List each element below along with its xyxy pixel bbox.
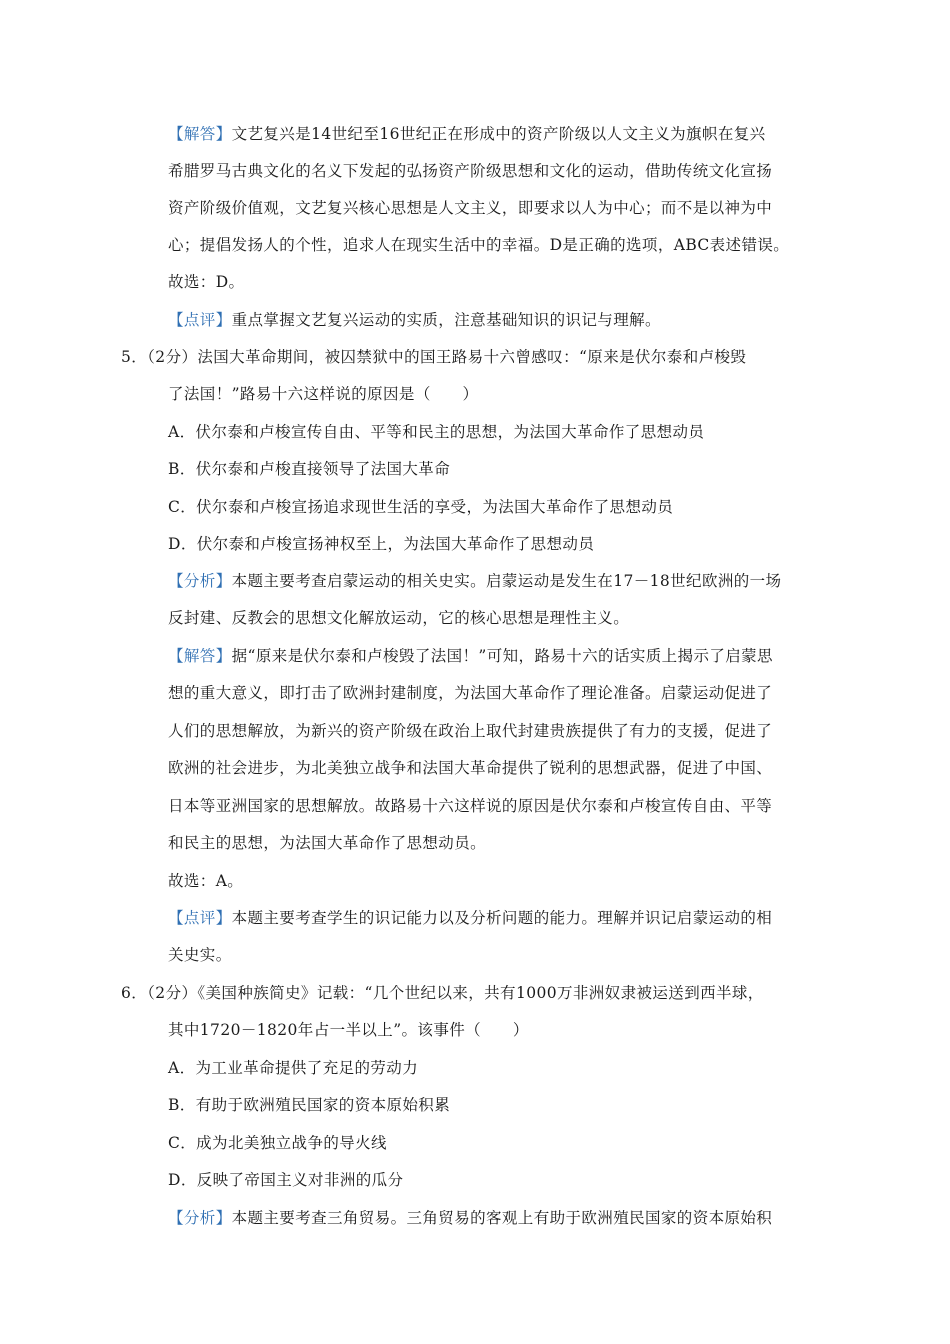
q5-option-a: A．伏尔泰和卢梭宣传自由、平等和民主的思想，为法国大革命作了思想动员 xyxy=(168,423,705,441)
q5-analysis-line-1 xyxy=(168,571,781,591)
q6-stem-line-1: 6．（2分）《美国种族简史》记载：“几个世纪以来，共有1000万非洲奴隶被运送到西半球， xyxy=(121,984,764,1002)
q4-answer-line-4: 心；提倡发扬人的个性，追求人在现实生活中的幸福。D是正确的选项，ABC表述错误。 xyxy=(168,236,790,254)
q5-answer-line-2: 想的重大意义，即打击了欧洲封建制度，为法国大革命作了理论准备。启蒙运动促进了 xyxy=(168,684,773,702)
comment-text: 本题主要考查学生的识记能力以及分析问题的能力。理解并识记启蒙运动的相 xyxy=(231,909,773,927)
q5-stem-line-1: 5．（2分）法国大革命期间，被囚禁狱中的国王路易十六曾感叹：“原来是伏尔泰和卢梭毁 xyxy=(121,348,747,366)
q5-answer-line-3: 人们的思想解放，为新兴的资产阶级在政治上取代封建贵族提供了有力的支援，促进了 xyxy=(168,722,773,740)
q5-answer-line-1 xyxy=(168,646,773,666)
answer-text: 文艺复兴是14世纪至16世纪正在形成中的资产阶级以人文主义为旗帜在复兴 xyxy=(231,125,766,143)
q6-option-d: D．反映了帝国主义对非洲的瓜分 xyxy=(168,1171,404,1189)
analysis-tag: 【分析】 xyxy=(168,572,232,590)
q5-answer-choice: 故选：A。 xyxy=(168,872,244,890)
q6-option-a: A．为工业革命提供了充足的劳动力 xyxy=(168,1059,419,1077)
q5-stem-line-2: 了法国！”路易十六这样说的原因是（ ） xyxy=(168,385,479,403)
q6-stem-line-2: 其中1720－1820年占一半以上”。该事件（ ） xyxy=(168,1021,529,1039)
q5-option-d: D．伏尔泰和卢梭宣扬神权至上，为法国大革命作了思想动员 xyxy=(168,535,595,553)
q4-answer-line-1 xyxy=(168,124,766,144)
q4-answer-line-2: 希腊罗马古典文化的名义下发起的弘扬资产阶级思想和文化的运动，借助传统文化宣扬 xyxy=(168,162,773,180)
q5-answer-line-6: 和民主的思想，为法国大革命作了思想动员。 xyxy=(168,834,487,852)
q4-answer-choice: 故选：D。 xyxy=(168,273,245,291)
q6-analysis-line-1 xyxy=(168,1208,772,1228)
q4-comment xyxy=(168,310,661,330)
comment-tag: 【点评】 xyxy=(168,311,232,329)
q5-comment-line-2: 关史实。 xyxy=(168,946,232,964)
answer-text: 据“原来是伏尔泰和卢梭毁了法国！”可知，路易十六的话实质上揭示了启蒙思 xyxy=(231,647,773,665)
comment-tag: 【点评】 xyxy=(168,909,232,927)
q4-answer-line-3: 资产阶级价值观，文艺复兴核心思想是人文主义，即要求以人为中心；而不是以神为中 xyxy=(168,199,773,217)
q5-option-c: C．伏尔泰和卢梭宣扬追求现世生活的享受，为法国大革命作了思想动员 xyxy=(168,498,674,516)
analysis-tag: 【分析】 xyxy=(168,1209,232,1227)
answer-tag: 【解答】 xyxy=(168,647,232,665)
analysis-text: 本题主要考查启蒙运动的相关史实。启蒙运动是发生在17－18世纪欧洲的一场 xyxy=(231,572,782,590)
q5-option-b: B．伏尔泰和卢梭直接领导了法国大革命 xyxy=(168,460,451,478)
analysis-text: 本题主要考查三角贸易。三角贸易的客观上有助于欧洲殖民国家的资本原始积 xyxy=(231,1209,773,1227)
q5-analysis-line-2: 反封建、反教会的思想文化解放运动，它的核心思想是理性主义。 xyxy=(168,609,630,627)
answer-tag: 【解答】 xyxy=(168,125,232,143)
q6-option-c: C．成为北美独立战争的导火线 xyxy=(168,1134,387,1152)
q5-answer-line-4: 欧洲的社会进步，为北美独立战争和法国大革命提供了锐利的思想武器，促进了中国、 xyxy=(168,759,773,777)
comment-text: 重点掌握文艺复兴运动的实质，注意基础知识的识记与理解。 xyxy=(231,311,661,329)
q5-answer-line-5: 日本等亚洲国家的思想解放。故路易十六这样说的原因是伏尔泰和卢梭宣传自由、平等 xyxy=(168,797,773,815)
q6-option-b: B．有助于欧洲殖民国家的资本原始积累 xyxy=(168,1096,451,1114)
q5-comment-line-1 xyxy=(168,908,772,928)
